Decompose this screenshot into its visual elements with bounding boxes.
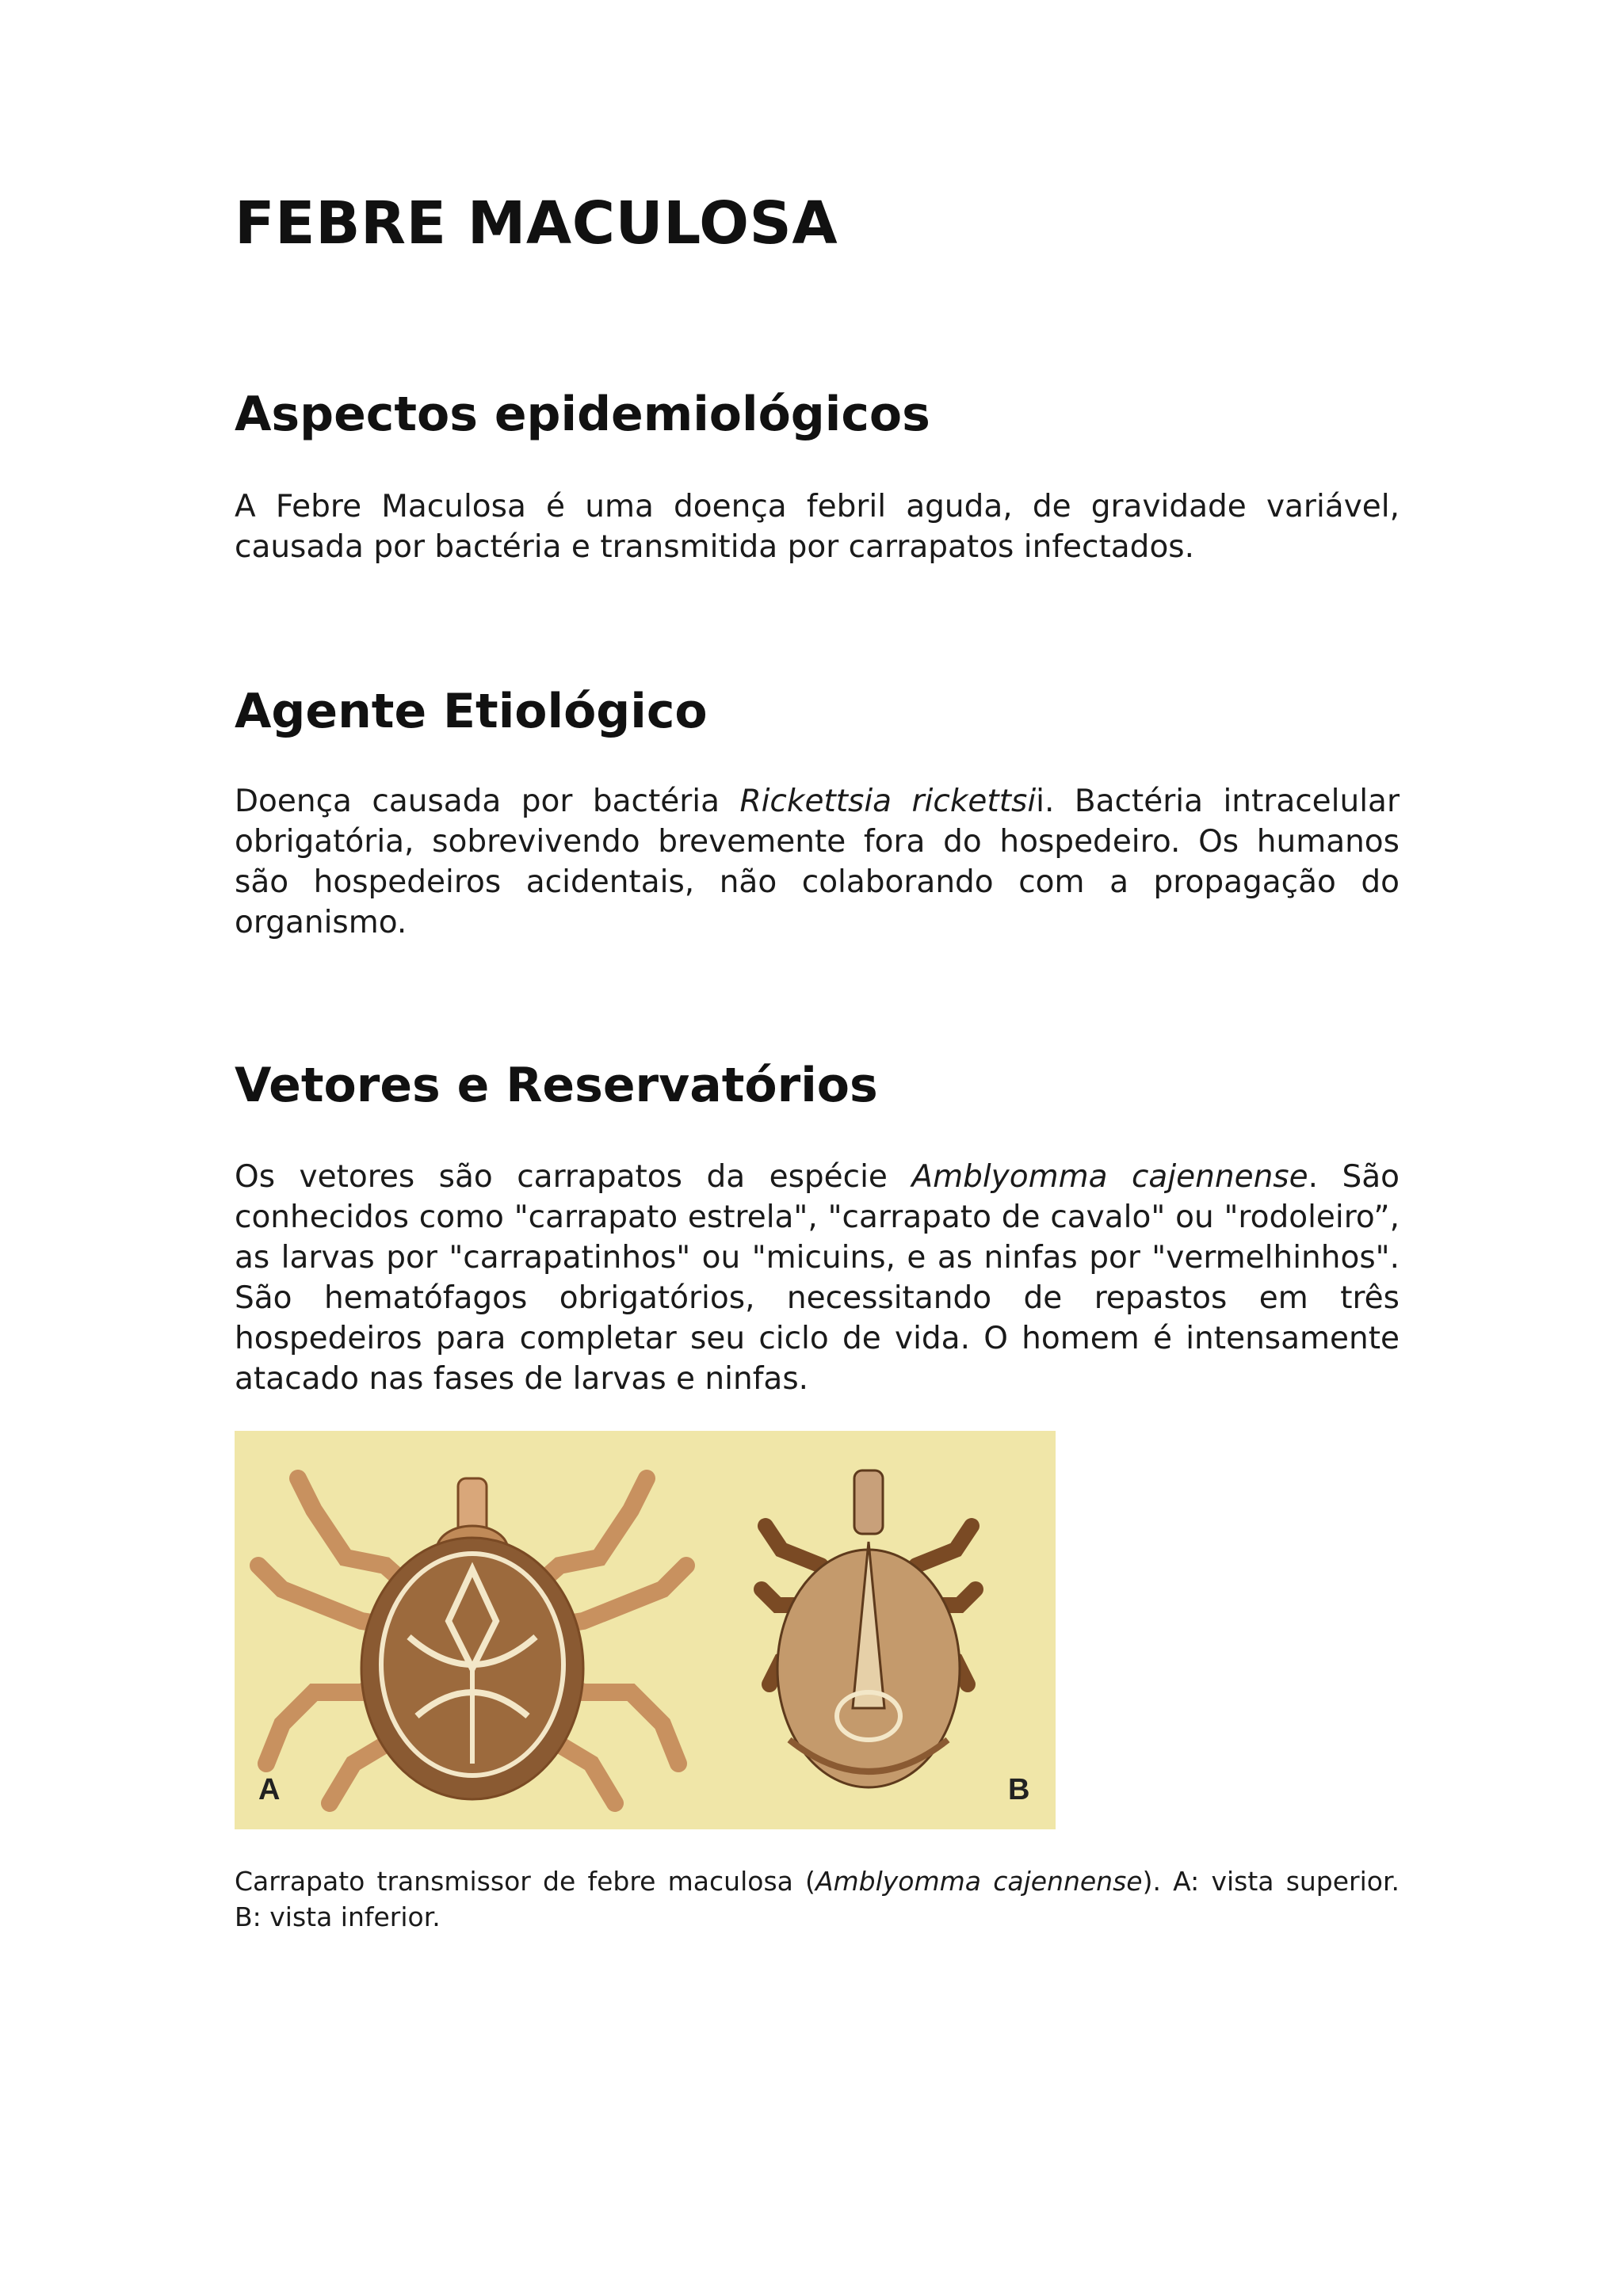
tick-dorsal-view: [258, 1478, 686, 1803]
caption-text: Carrapato transmissor de febre maculosa (: [235, 1866, 815, 1897]
figure-caption: [235, 1863, 1400, 1935]
species-name: Rickettsia rickettsi: [739, 784, 1037, 819]
body-text: i. Bactéria intracelular obrigatória, sobrevivendo brevemente fora do hospedeiro. Os humanos são hospedeiros acidentais, não colaborando com a propagação do organismo.: [235, 784, 1400, 940]
caption-text: ). A: vista superior. B: vista inferior.: [235, 1866, 1400, 1932]
tick-drawing: [235, 1431, 1056, 1829]
section-body-etiologic-agent: [235, 781, 1400, 943]
document-title: FEBRE MACULOSA: [235, 189, 838, 257]
tick-illustration: [235, 1431, 1056, 1829]
figure-label-b: B: [1008, 1773, 1030, 1806]
caption-species-name: Amblyomma cajennense: [815, 1866, 1143, 1897]
section-heading-epidemiology: Aspectos epidemiológicos: [235, 387, 930, 442]
tick-ventral-view: [762, 1470, 976, 1787]
body-text: Doença causada por bactéria: [235, 784, 740, 819]
section-heading-vectors: Vetores e Reservatórios: [235, 1058, 878, 1113]
section-body-epidemiology: A Febre Maculosa é uma doença febril aguda, de gravidade variável, causada por bactéria e transmitida por carrapatos infectados.: [235, 489, 1400, 565]
body-text: Os vetores são carrapatos da espécie: [235, 1159, 912, 1195]
figure-label-a: A: [258, 1773, 281, 1806]
body-text: . São conhecidos como "carrapato estrela", "carrapato de cavalo" ou "rodoleiro”, as larvas por "carrapatinhos" ou "micuins, e as ninfas por "vermelhinhos". São hematófagos obrigatórios, necessitando de repastos em três hospedeiros para completar seu ciclo de vida. O homem é intensamente atacado nas fases de larvas e ninfas.: [235, 1159, 1400, 1397]
section-heading-etiologic-agent: Agente Etiológico: [235, 684, 708, 739]
section-body-vectors: [235, 1157, 1400, 1399]
species-name: Amblyomma cajennense: [911, 1159, 1308, 1195]
